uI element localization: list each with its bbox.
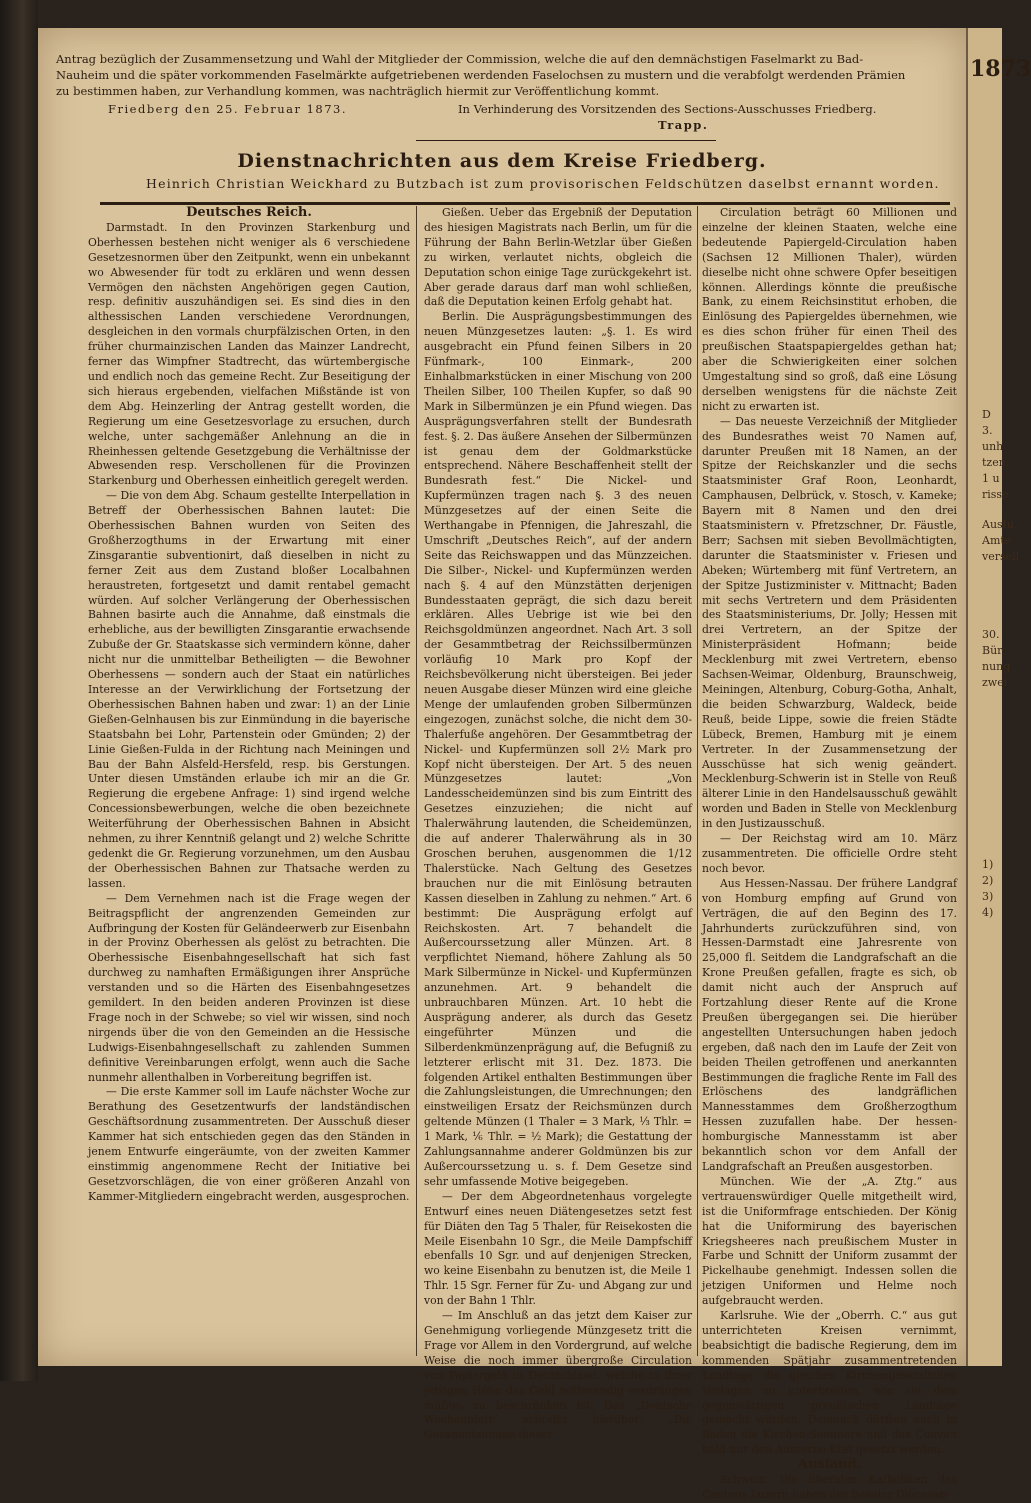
article-paragraph: — Dem Vernehmen nach ist die Frage wegen der Beitragspflicht der angrenzenden Gemeinden zur Aufbringung der Kosten für Geländeerwerb zur Eisenbahn in der Provinz Oberhessen als gelöst zu betrachten. Die Oberhessische Eisenbahngesellschaft hat sich fast durchweg zu namhaften Ermäßigungen ihrer Ansprüche verstanden und so die Härten des Eisenbahngesetzes gemildert. In den beiden anderen Provinzen ist diese Frage noch in der Schwebe; so viel wir wissen, sind noch nirgends über die von den Gemeinden an die Hessische Ludwigs-Eisenbahngesellschaft zu zahlenden Summen definitive Vereinbarungen erfolgt, wenn auch die Sache nunmehr allenthalben in Vorbereitung begriffen ist. xyxy=(88,891,410,1084)
article-paragraph: — Der Reichstag wird am 10. März zusammentreten. Die officielle Ordre steht noch bevor. xyxy=(702,832,957,875)
adjacent-fragment: zwei xyxy=(982,676,1008,689)
article-paragraph: — Im Anschluß an das jetzt dem Kaiser zur Genehmigung vorliegende Münzgesetz tritt die Frage vor Allem in den Vordergrund, auf welche Weise die noch immer übergroße Circulation von Papiergeld in Deutschland, welche in ihrer jetzigen Höhe das Geld nothwendig verdrängen müßte, zu beschränken ist. Das „Deutsche Wochenblatt“ schreibt hierüber: „Die Gesammtsumme dieser xyxy=(424,1309,692,1442)
adjacent-fragment: 30. xyxy=(982,628,1000,641)
foreign-heading: Ausland. xyxy=(797,1457,862,1473)
signature-intro: In Verhinderung des Vorsitzenden des Sections-Ausschusses Friedberg. xyxy=(458,102,877,116)
adjacent-fragment: Amte xyxy=(982,534,1012,547)
adjacent-fragment: 1 u xyxy=(982,472,1000,485)
column-3 xyxy=(702,206,957,1503)
column-rule-1 xyxy=(416,206,417,1356)
column-2 xyxy=(424,206,692,1443)
article-paragraph: Darmstadt. In den Provinzen Starkenburg und Oberhessen bestehen nicht weniger als 6 verschiedene Gesetzesnormen über den Zeitpunkt, wenn ein unbekannt wo Abwesender für todt zu erklären und wenn dessen Vermögen den nächsten Angehörigen gegen Caution, resp. definitiv auszuhändigen sei. Es sind dies in den althessischen Landen verschiedene Verordnungen, desgleichen in den vormals churpfälzischen Orten, in den früher churmainzischen Landen das Mainzer Landrecht, ferner das Wimpfner Stadtrecht, das würtembergische und endlich noch das gemeine Recht. Zur Beseitigung der sich hieraus ergebenden, vielfachen Mißstände ist von dem Abg. Heinzerling der Antrag gestellt worden, die Regierung um eine Gesetzesvorlage zu ersuchen, durch welche, unter sachgemäßer Anlehnung an die in Rheinhessen geltende Gesetzgebung die Verhältnisse der Abwesenden resp. Verschollenen für die Provinzen Starkenburg und Oberhessen einheitlich geregelt werden. xyxy=(88,220,410,488)
official-notice: Heinrich Christian Weickhard zu Butzbach ist zum provisorischen Feldschützen daselbst ernannt worden. xyxy=(146,176,940,191)
article-paragraph: — Das neueste Verzeichniß der Mitglieder des Bundesrathes weist 70 Namen auf, darunter Preußen mit 18 Namen, an der Spitze der Reichskanzler und die sechs Staatsminister Graf Roon, Leonhardt, Camphausen, Delbrück, v. Stosch, v. Kameke; Bayern mit 8 Namen und den drei Staatsministern v. Pfretzschner, Dr. Fäustle, Berr; Sachsen mit sieben Bevollmächtigten, darunter die Staatsminister v. Friesen und Abeken; Würtemberg mit fünf Vertretern, an der Spitze Justizminister v. Mittnacht; Baden mit sechs Vertretern und dem Präsidenten des Staatsministeriums, Dr. Jolly; Hessen mit drei Vertretern, an der Spitze der Ministerpräsident Hofmann; beide Mecklenburg mit zwei Vertretern, ebenso Sachsen-Weimar, Oldenburg, Braunschweig, Meiningen, Altenburg, Coburg-Gotha, Anhalt, die beiden Schwarzburg, Waldeck, beide Reuß, beide Lippe, sowie die freien Städte Lübeck, Bremen, Hamburg mit je einem Vertreter. In der Zusammensetzung der Ausschüsse hat sich wenig geändert. Mecklenburg-Schwerin ist in Stelle von Reuß älterer Linie in den Handelsausschuß gewählt worden und Baden in Stelle von Mecklenburg in den Justizausschuß. xyxy=(702,414,957,831)
adjacent-fragment: versell xyxy=(982,550,1020,563)
adjacent-fragment: nung xyxy=(982,660,1011,673)
adjacent-year: 1873 xyxy=(970,56,1031,82)
article-paragraph: — Die von dem Abg. Schaum gestellte Interpellation in Betreff der Oberhessischen Bahnen lautet: Die Oberhessischen Bahnen wurden von Seiten des Großherzogthums in der Erwartung mit einer Zinsgarantie subventionirt, daß dieselben in nicht zu ferner Zeit aus dem Zustand bloßer Localbahnen heraustreten, fortgesetzt und damit rentabel gemacht würden. Auf solcher Verlängerung der Oberhessischen Bahnen basirte auch die Annahme, daß einstmals die erhebliche, aus der bewilligten Zinsgarantie erwachsende Zubuße der Gr. Staatskasse sich vermindern könne, daher nicht nur die unmittelbar Betheiligten — die Bewohner Oberhessens — sondern auch der Staat ein natürliches Interesse an der Verwirklichung der Fortsetzung der Oberhessischen Bahnen haben und zwar: 1) an der Linie Gießen-Gelnhausen bis zur Einmündung in die bayerische Staatsbahn bei Lohr, Partenstein oder Gmünden; 2) der Linie Gießen-Fulda in der Richtung nach Meiningen und Bau der Bahn Alsfeld-Hersfeld, resp. bis Gerstungen. Unter diesen Umständen erlaube ich mir an die Gr. Regierung die ergebene Anfrage: 1) sind irgend welche Concessionsbewerbungen, welche die oben bezeichnete Weiterführung der Oberhessischen Bahnen in Absicht nehmen, zu ihrer Kenntniß gelangt und 2) welche Schritte gedenkt die Gr. Regierung vorzunehmen, um den Ausbau der Oberhessischen Bahnen zur Thatsache werden zu lassen. xyxy=(88,489,410,890)
adjacent-fragment: Bür xyxy=(982,644,1003,657)
adjacent-fragment: Ausfu xyxy=(982,518,1014,531)
adjacent-fragment: 3) xyxy=(982,890,994,903)
divider-short xyxy=(416,140,716,141)
article-paragraph: München. Wie der „A. Ztg.“ aus vertrauenswürdiger Quelle mitgetheilt wird, ist die Uniformfrage entschieden. Der König hat die Uniformirung des bayerischen Kriegsheeres nach preußischem Muster in Farbe und Schnitt der Uniform zusammt der Pickelhaube genehmigt. Indessen sollen die jetzigen Uniformen und Helme noch aufgebraucht werden. xyxy=(702,1174,957,1308)
signature-name: Trapp. xyxy=(658,118,709,132)
article-paragraph: Karlsruhe. Wie der „Oberrh. C.“ aus gut unterrichteten Kreisen vernimmt, beabsichtigt die badische Regierung, dem im kommenden Spätjahr zusammentretenden Landtage die gleichen Kirchengesetzlichen Vorlagen zu unterbreiten, wie sie dem gegenwärtigen preußischen Landtage gemacht wurden. Demnach dürften auch in Baden die Kirchen-Seminare und das Convict bald nur den Ausserbe-Etat gesetzt werden. xyxy=(702,1309,957,1457)
header-line-1: Antrag bezüglich der Zusammensetzung und Wahl der Mitglieder der Commission, welche die auf den demnächstigen Faselmarkt zu Bad- xyxy=(56,52,864,66)
place-date: Friedberg den 25. Februar 1873. xyxy=(108,102,348,116)
column-1 xyxy=(88,206,410,1205)
adjacent-page-edge xyxy=(966,28,1031,1366)
section-title: Dienstnachrichten aus dem Kreise Friedberg. xyxy=(237,150,767,172)
adjacent-fragment: risse xyxy=(982,488,1009,501)
column-heading: Deutsches Reich. xyxy=(186,205,312,220)
adjacent-fragment: 1) xyxy=(982,858,994,871)
article-paragraph: Schweiz. Die liberalen Katholiken des Cantons Luzern haben der Baseler Diöcesan- xyxy=(702,1473,957,1501)
adjacent-fragment: unh xyxy=(982,440,1004,453)
header-line-3: zu bestimmen haben, zur Verhandlung kommen, was nachträglich hiermit zur Veröffentlichung kommt. xyxy=(56,84,660,98)
adjacent-fragment: 4) xyxy=(982,906,994,919)
header-line-2: Nauheim und die später vorkommenden Faselmärkte aufgetriebenen werdenden Faselochsen zu mustern und die verabfolgt werdenden Prämien xyxy=(56,68,906,82)
article-paragraph: — Die erste Kammer soll im Laufe nächster Woche zur Berathung des Gesetzentwurfs der landständischen Geschäftsordnung zusammentreten. Der Ausschuß dieser Kammer hat sich entschieden gegen das den Ständen in jenem Entwurfe eingeräumte, von der zweiten Kammer einstimmig angenommene Recht der Initiative bei Gesetzvorschlägen, die von einer größeren Anzahl von Kammer-Mitgliedern eingebracht werden, ausgesprochen. xyxy=(88,1085,410,1203)
adjacent-fragment: tzen. xyxy=(982,456,1010,469)
book-spine xyxy=(0,0,38,1381)
adjacent-fragment: 3. xyxy=(982,424,993,437)
adjacent-fragment: D xyxy=(982,408,991,421)
newspaper-page xyxy=(38,28,966,1501)
article-paragraph: Aus Hessen-Nassau. Der frühere Landgraf von Homburg empfing auf Grund von Verträgen, die auf den Beginn des 17. Jahrhunderts zurückzuführen sind, von Hessen-Darmstadt eine Jahresrente von 25,000 fl. Seitdem die Landgrafschaft an die Krone Preußen gefallen, fragte es sich, ob damit nicht auch der Anspruch auf Fortzahlung dieser Rente auf die Krone Preußen übergegangen sei. Die hierüber angestellten Untersuchungen haben jedoch ergeben, daß nach den im Laufe der Zeit von beiden Theilen getroffenen und anerkannten Bestimmungen die fragliche Rente im Fall des Erlöschens des landgräflichen Mannesstammes dem Großherzogthum Hessen zuzufallen habe. Der hessen-homburgische Mannesstamm ist aber bekanntlich schon vor dem Anfall der Landgrafschaft an Preußen ausgestorben. xyxy=(702,876,957,1173)
article-paragraph: — Der dem Abgeordnetenhaus vorgelegte Entwurf eines neuen Diätengesetzes setzt fest für Diäten den Tag 5 Thaler, für Reisekosten die Meile Eisenbahn 10 Sgr., die Meile Dampfschiff ebenfalls 10 Sgr. und auf denjenigen Strecken, wo keine Eisenbahn zu benutzen ist, die Meile 1 Thlr. 15 Sgr. Ferner für Zu- und Abgang zur und von der Bahn 1 Thlr. xyxy=(424,1189,692,1308)
column-rule-2 xyxy=(697,206,698,1356)
article-paragraph: Berlin. Die Ausprägungsbestimmungen des neuen Münzgesetzes lauten: „§. 1. Es wird ausgebracht ein Pfund feinen Silbers in 20 Fünfmark-, 100 Einmark-, 200 Einhalbmarkstücken in einer Mischung von 200 Theilen Silber, 100 Theilen Kupfer, so daß 90 Mark in Silbermünzen je ein Pfund wiegen. Das Ausprägungsverfahren stellt der Bundesrath fest. §. 2. Das äußere Ansehen der Silbermünzen ist genau dem der Goldmarkstücke entsprechend. Nähere Beschaffenheit stellt der Bundesrath fest.“ Die Nickel- und Kupfermünzen tragen nach §. 3 des neuen Münzgesetzes auf der einen Seite die Werthangabe in Pfennigen, die Jahreszahl, die Umschrift „Deutsches Reich“, auf der andern Seite das Reichswappen und das Münzzeichen. Die Silber-, Nickel- und Kupfermünzen werden nach §. 4 auf den Münzstätten derjenigen Bundesstaaten geprägt, die sich dazu bereit erklären. Alles Uebrige ist wie bei den Reichsgoldmünzen angeordnet. Nach Art. 3 soll der Gesammtbetrag der Reichssilbermünzen vorläufig 10 Mark pro Kopf der Reichsbevölkerung nicht übersteigen. Bei jeder neuen Ausgabe dieser Münzen wird eine gleiche Menge der umlaufenden groben Silbermünzen eingezogen, zunächst solche, die nicht dem 30-Thalerfuße angehören. Der Gesammtbetrag der Nickel- und Kupfermünzen soll 2½ Mark pro Kopf nicht übersteigen. Der Art. 5 des neuen Münzgesetzes lautet: „Von Landesscheidemünzen sind bis zum Eintritt des Gesetzes einzuziehen; die nicht auf Thalerwährung lautenden, die Scheidemünzen, die auf anderer Thalerwährung als in 30 Groschen beruhen, ausgenommen die 1/12 Thalerstücke. Nach Geltung des Gesetzes brauchen nur die mit Einlösung betrauten Kassen dieselben in Zahlung zu nehmen.“ Art. 6 bestimmt: Die Ausprägung erfolgt auf Reichskosten. Art. 7 behandelt die Außercourssetzung aller Münzen. Art. 8 verpflichtet Niemand, höhere Zahlung als 50 Mark Silbermünze in Nickel- und Kupfermünzen anzunehmen. Art. 9 behandelt die unbrauchbaren Münzen. Art. 10 hebt die Ausprägung anderer, als durch das Gesetz eingeführter Münzen und die Silberdenkmünzenprägung auf, die Befugniß zu letzterer erlischt mit 31. Dez. 1873. Die folgenden Artikel enthalten Bestimmungen über die Zahlungsleistungen, die Umrechnungen; den einstweiligen Ersatz der Reichsmünzen durch geltende Münzen (1 Thaler = 3 Mark, ⅓ Thlr. = 1 Mark, ⅙ Thlr. = ½ Mark); die Gestattung der Zahlungsannahme anderer Goldmünzen bis zur Außercourssetzung u. s. f. Dem Gesetze sind sehr umfassende Motive beigegeben. xyxy=(424,310,692,1188)
article-paragraph: Circulation beträgt 60 Millionen und einzelne der kleinen Staaten, welche eine bedeutende Papiergeld-Circulation haben (Sachsen 12 Millionen Thaler), würden dieselbe nicht ohne schwere Opfer beseitigen können. Allerdings könnte die preußische Bank, zu einem Reichsinstitut erhoben, die Einlösung des Papiergeldes übernehmen, wie es dies schon früher für einen Theil des preußischen Staatspapiergeldes gethan hat; aber die Schwierigkeiten einer solchen Umgestaltung sind so groß, daß eine Lösung derselben wenigstens für die nächste Zeit nicht zu erwarten ist. xyxy=(702,206,957,413)
article-paragraph: Gießen. Ueber das Ergebniß der Deputation des hiesigen Magistrats nach Berlin, um für die Führung der Bahn Berlin-Wetzlar über Gießen zu wirken, verlautet nichts, obgleich die Deputation schon einige Tage zurückgekehrt ist. Aber gerade daraus darf man wohl schließen, daß die Deputation keinen Erfolg gehabt hat. xyxy=(424,206,692,309)
adjacent-fragment: 2) xyxy=(982,874,994,887)
